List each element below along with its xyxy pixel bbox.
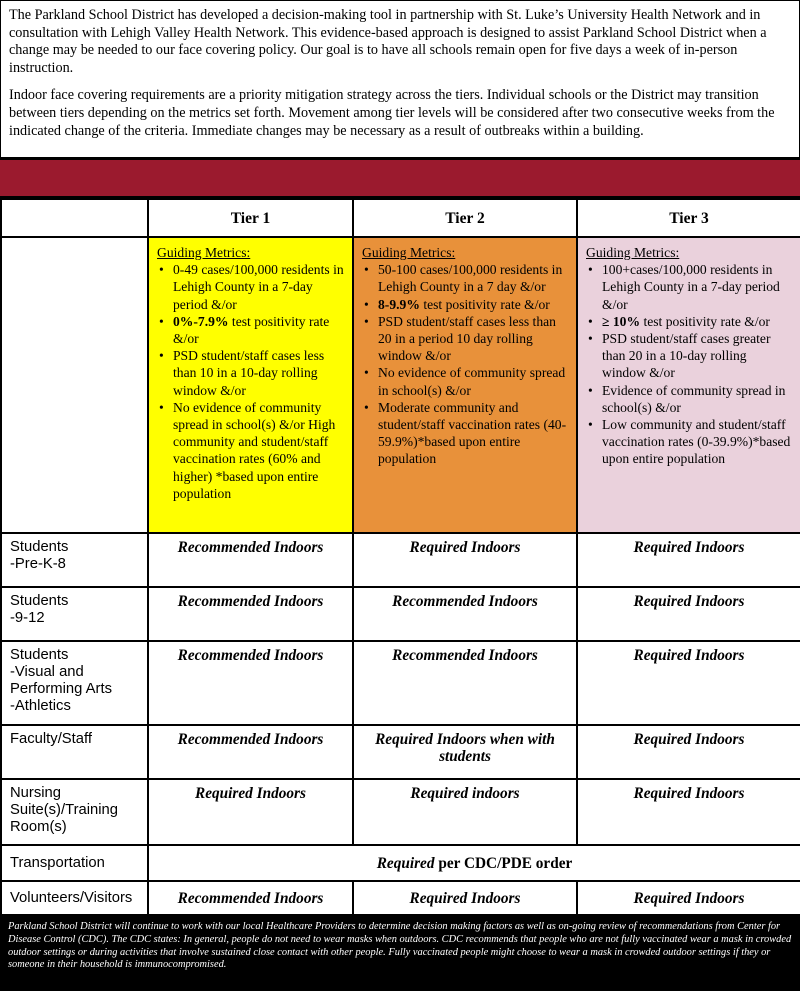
tier-3-metric-list xyxy=(586,261,792,467)
tier-3-header: Tier 3 xyxy=(577,199,800,237)
cell-tier-1: Recommended Indoors xyxy=(148,641,353,725)
tier-3-metric-community: • Evidence of community spread in school(s) &/or xyxy=(600,382,792,416)
table-row xyxy=(1,845,800,881)
intro-paragraph-1: The Parkland School District has developed a decision-making tool in partnership with St. Luke’s University Health Network and in consultation with Lehigh Valley Health Network. This evidence-based approach is designed to assist Parkland School District when a change may be needed to our face covering policy. Our goal is to have all schools remain open for five days a week of in-person instruction. xyxy=(9,7,767,76)
cell-tier-2: Recommended Indoors xyxy=(353,641,577,725)
tier-1-positivity-text: test positivity rate &/or xyxy=(173,313,330,347)
row-label-transportation: Transportation xyxy=(1,845,148,881)
tier-1-metrics xyxy=(148,237,353,533)
tier-header-row xyxy=(1,199,800,237)
cell-tier-3: Required Indoors xyxy=(577,779,800,845)
tier-1-positivity-value: 0%-7.9% xyxy=(173,313,229,329)
table-row xyxy=(1,779,800,845)
tier-2-positivity-text: test positivity rate &/or xyxy=(419,296,550,312)
cell-tier-1: Recommended Indoors xyxy=(148,881,353,915)
row-label-line: Students xyxy=(10,593,69,609)
row-label-nursing-suites: Nursing Suite(s)/Training Room(s) xyxy=(1,779,148,845)
cell-tier-1: Required Indoors xyxy=(148,779,353,845)
tier-2-metric-psd-cases: • PSD student/staff cases less than 20 in a period 10 day rolling window &/or xyxy=(376,313,568,365)
transportation-required: Required xyxy=(376,854,435,872)
tier-1-metric-positivity xyxy=(171,313,344,347)
cell-tier-2: Required Indoors xyxy=(353,533,577,587)
tier-3-metric-vaccination: • Low community and student/staff vaccination rates (0-39.9%)*based upon entire population xyxy=(600,416,792,468)
cell-tier-2: Required Indoors when with students xyxy=(353,725,577,779)
cell-tier-1: Recommended Indoors xyxy=(148,533,353,587)
row-label-faculty-staff: Faculty/Staff xyxy=(1,725,148,779)
cell-tier-2: Required Indoors xyxy=(353,881,577,915)
tier-3-metrics xyxy=(577,237,800,533)
banner-bar xyxy=(0,158,800,198)
row-label-line: -Athletics xyxy=(10,698,71,714)
metrics-heading: Guiding Metrics: xyxy=(362,245,456,260)
row-label-students-arts-athletics xyxy=(1,641,148,725)
cell-tier-3: Required Indoors xyxy=(577,533,800,587)
metrics-row xyxy=(1,237,800,533)
tier-2-metric-list xyxy=(362,261,568,467)
tier-3-metric-cases: • 100+cases/100,000 residents in Lehigh County in a 7-day period &/or xyxy=(600,261,792,313)
cell-tier-3: Required Indoors xyxy=(577,641,800,725)
metrics-heading: Guiding Metrics: xyxy=(157,245,251,260)
tier-1-metric-psd-cases: • PSD student/staff cases less than 10 in a 10-day rolling window &/or xyxy=(171,347,344,399)
cell-tier-1: Recommended Indoors xyxy=(148,725,353,779)
intro-section xyxy=(0,0,800,158)
empty-corner-cell xyxy=(1,199,148,237)
row-label-students-9-12 xyxy=(1,587,148,641)
table-row xyxy=(1,725,800,779)
tier-3-positivity-value: ≥ 10% xyxy=(602,313,641,329)
tier-2-metric-community: • No evidence of community spread in school(s) &/or xyxy=(376,364,568,398)
row-label-volunteers-visitors: Volunteers/Visitors xyxy=(1,881,148,915)
cell-tier-1: Recommended Indoors xyxy=(148,587,353,641)
cell-tier-2: Required indoors xyxy=(353,779,577,845)
metrics-heading: Guiding Metrics: xyxy=(586,245,680,260)
tier-2-metrics xyxy=(353,237,577,533)
table-row xyxy=(1,533,800,587)
cell-all-tiers-transportation xyxy=(148,845,800,881)
row-label-line: Students xyxy=(10,647,69,663)
row-label-line: -Pre-K-8 xyxy=(10,556,66,572)
tier-2-metric-cases: • 50-100 cases/100,000 residents in Lehigh County in a 7 day &/or xyxy=(376,261,568,295)
tier-1-metric-community: • No evidence of community spread in school(s) &/or High community and student/staff vaccination rates (60% and higher) *based upon entire population xyxy=(171,399,344,502)
tier-1-metric-cases: • 0-49 cases/100,000 residents in Lehigh County in a 7-day period &/or xyxy=(171,261,344,313)
metrics-label-cell xyxy=(1,237,148,533)
cell-tier-3: Required Indoors xyxy=(577,587,800,641)
row-label-line: Students xyxy=(10,539,69,555)
row-label-students-prek8 xyxy=(1,533,148,587)
intro-paragraph-2: Indoor face covering requirements are a priority mitigation strategy across the tiers. Individual schools or the District may transition between tiers depending on the metrics set forth. Movement among tier levels will be considered after two consecutive weeks from the indicated change of the criteria. Immediate changes may be necessary as a result of outbreaks within a building. xyxy=(9,87,775,139)
cell-tier-3: Required Indoors xyxy=(577,725,800,779)
tier-2-positivity-value: 8-9.9% xyxy=(378,296,420,312)
tier-1-metric-list xyxy=(157,261,344,502)
row-label-line: -Visual and Performing Arts xyxy=(10,664,112,697)
tier-2-metric-vaccination: • Moderate community and student/staff vaccination rates (40- 59.9%)*based upon entire population xyxy=(376,399,568,468)
cell-tier-3: Required Indoors xyxy=(577,881,800,915)
tier-1-header: Tier 1 xyxy=(148,199,353,237)
tier-2-header: Tier 2 xyxy=(353,199,577,237)
transportation-order: per CDC/PDE order xyxy=(434,854,573,872)
row-label-line: -9-12 xyxy=(10,610,45,626)
tier-3-metric-positivity xyxy=(600,313,792,330)
table-row xyxy=(1,881,800,915)
tier-3-positivity-text: test positivity rate &/or xyxy=(640,313,770,329)
tier-2-metric-positivity xyxy=(376,296,568,313)
table-row xyxy=(1,587,800,641)
footer-note: Parkland School District will continue to work with our local Healthcare Providers to determine decision making factors as well as on-going review of recommendations from Center for Disease Control (CDC). The CDC states: In general, people do not need to wear masks when outdoors. CDC recommends that people who are not fully vaccinated wear a mask in crowded outdoor settings or during activities that involve sustained close contact with other people. Fully vaccinated people might choose to wear a mask in crowded outdoor settings if they or someone in their household is immunocompromised. xyxy=(0,916,800,991)
tier-3-metric-psd-cases: • PSD student/staff cases greater than 20 in a 10-day rolling window &/or xyxy=(600,330,792,382)
cell-tier-2: Recommended Indoors xyxy=(353,587,577,641)
tier-table xyxy=(0,198,800,916)
table-row xyxy=(1,641,800,725)
